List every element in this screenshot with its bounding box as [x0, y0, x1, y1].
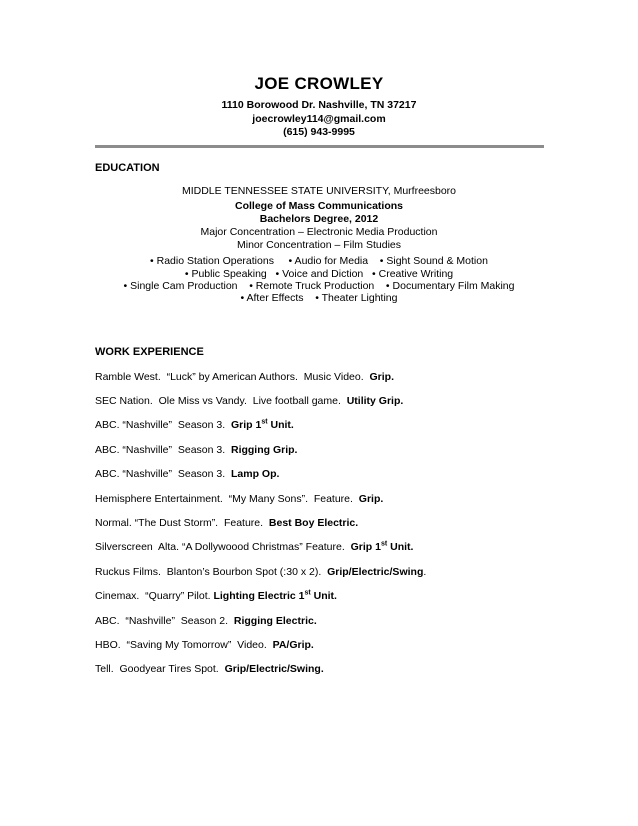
job-role: Lamp Op.: [230, 468, 280, 480]
header-divider: [95, 145, 544, 148]
job-description: Tell. Goodyear Tires Spot.: [95, 663, 225, 675]
skill-item: • Creative Writing: [372, 268, 454, 280]
degree: Bachelors Degree, 2012: [259, 213, 379, 225]
job-description: HBO. “Saving My Tomorrow” Video.: [95, 639, 273, 651]
ordinal-suffix: st: [261, 418, 268, 426]
job-description: Silverscreen Alta. “A Dollywoood Christmas” Feature.: [95, 541, 351, 553]
job-entry: [95, 541, 413, 553]
job-role: Best Boy Electric.: [268, 517, 359, 529]
job-entry: [95, 590, 337, 602]
skill-item: • Radio Station Operations: [150, 255, 274, 267]
skill-item: • Single Cam Production: [123, 280, 238, 292]
skill-item: • Audio for Media: [288, 255, 369, 267]
job-entry: [95, 517, 358, 529]
job-description: ABC. “Nashville” Season 2.: [95, 615, 234, 627]
phone: (615) 943-9995: [283, 126, 355, 138]
job-description: Ramble West. “Luck” by American Authors. Music Video.: [95, 371, 370, 383]
email: joecrowley114@gmail.com: [252, 113, 386, 125]
college: College of Mass Communications: [234, 200, 404, 212]
skill-item: • Theater Lighting: [315, 292, 398, 304]
address: 1110 Borowood Dr. Nashville, TN 37217: [221, 99, 417, 111]
job-role: Grip/Electric/Swing.: [224, 663, 324, 675]
job-description: ABC. “Nashville” Season 3.: [95, 419, 231, 431]
job-role: Lighting Electric 1: [213, 590, 305, 602]
job-description: Normal. “The Dust Storm”. Feature.: [95, 517, 269, 529]
job-description: Ruckus Films. Blanton’s Bourbon Spot (:30 x 2).: [95, 566, 328, 578]
resume-name: JOE CROWLEY: [254, 74, 384, 93]
job-entry: [95, 468, 279, 480]
skill-item: • Documentary Film Making: [385, 280, 515, 292]
skill-item: • Remote Truck Production: [249, 280, 375, 292]
job-role: PA/Grip.: [272, 639, 314, 651]
job-role: Rigging Grip.: [230, 444, 298, 456]
job-entry: [95, 371, 394, 383]
job-description: ABC. “Nashville” Season 3.: [95, 444, 231, 456]
job-role: Grip/Electric/Swing: [327, 566, 424, 578]
job-description: Hemisphere Entertainment. “My Many Sons”. Feature.: [95, 493, 359, 505]
skills-row: [0, 292, 638, 304]
job-role: Grip.: [369, 371, 394, 383]
job-entry: [95, 566, 426, 578]
education-heading: EDUCATION: [95, 162, 160, 174]
job-role-suffix: Unit.: [310, 590, 337, 602]
skill-item: • After Effects: [240, 292, 304, 304]
skills-row: [0, 255, 638, 267]
job-tail: .: [423, 566, 427, 578]
job-role: Rigging Electric.: [233, 615, 317, 627]
job-role: Utility Grip.: [346, 395, 404, 407]
job-description: SEC Nation. Ole Miss vs Vandy. Live football game.: [95, 395, 347, 407]
job-description: Cinemax. “Quarry” Pilot.: [95, 590, 214, 602]
job-entry: [95, 395, 403, 407]
job-role: Grip 1: [230, 419, 262, 431]
ordinal-suffix: st: [380, 540, 388, 548]
job-role-suffix: Unit.: [387, 541, 414, 553]
ordinal-suffix: st: [304, 589, 311, 597]
skill-item: • Voice and Diction: [275, 268, 364, 280]
work-heading: WORK EXPERIENCE: [95, 346, 204, 358]
job-description: ABC. “Nashville” Season 3.: [95, 468, 231, 480]
job-role-suffix: Unit.: [267, 419, 294, 431]
job-entry: [95, 639, 314, 651]
major: Major Concentration – Electronic Media Production: [200, 226, 438, 238]
minor: Minor Concentration – Film Studies: [237, 239, 401, 251]
skills-row: [0, 280, 638, 292]
job-entry: [95, 444, 297, 456]
job-entry: [95, 419, 294, 431]
job-role: Grip.: [358, 493, 384, 505]
job-entry: [95, 615, 317, 627]
job-entry: [95, 493, 383, 505]
job-role: Grip 1: [350, 541, 381, 553]
school: MIDDLE TENNESSEE STATE UNIVERSITY, Murfreesboro: [181, 185, 457, 197]
skill-item: • Public Speaking: [184, 268, 267, 280]
job-entry: [95, 663, 324, 675]
skill-item: • Sight Sound & Motion: [379, 255, 488, 267]
skills-row: [0, 268, 638, 280]
